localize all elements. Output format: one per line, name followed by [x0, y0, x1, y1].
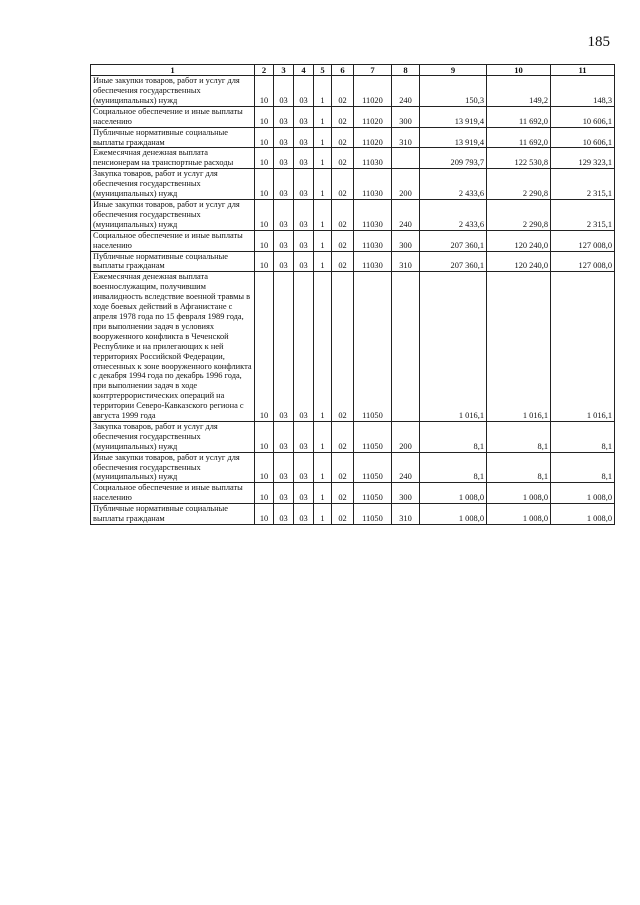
code-subprogram: 1 — [314, 106, 332, 127]
code-subprogram: 1 — [314, 148, 332, 169]
header-cell: 11 — [551, 65, 615, 76]
amount-year-2: 122 530,8 — [487, 148, 551, 169]
header-cell: 6 — [332, 65, 354, 76]
amount-year-2: 2 290,8 — [487, 169, 551, 200]
amount-year-3: 8,1 — [551, 452, 615, 483]
code-target: 11030 — [354, 148, 392, 169]
amount-year-3: 127 008,0 — [551, 230, 615, 251]
code-subprogram: 1 — [314, 483, 332, 504]
budget-table — [90, 64, 615, 525]
code-subsection: 03 — [274, 200, 294, 231]
code-subprogram: 1 — [314, 504, 332, 525]
amount-year-1: 209 793,7 — [420, 148, 487, 169]
code-subsection: 03 — [274, 127, 294, 148]
code-target: 11020 — [354, 76, 392, 107]
amount-year-3: 1 016,1 — [551, 272, 615, 422]
code-subprogram: 1 — [314, 169, 332, 200]
amount-year-1: 2 433,6 — [420, 200, 487, 231]
code-section: 10 — [255, 483, 274, 504]
amount-year-3: 127 008,0 — [551, 251, 615, 272]
code-activity: 02 — [332, 504, 354, 525]
code-expense-type: 200 — [392, 169, 420, 200]
amount-year-1: 1 008,0 — [420, 483, 487, 504]
row-description: Публичные нормативные социальные выплаты гражданам — [91, 251, 255, 272]
code-subprogram: 1 — [314, 272, 332, 422]
amount-year-2: 8,1 — [487, 452, 551, 483]
code-subsection: 03 — [274, 483, 294, 504]
table-row — [91, 106, 615, 127]
code-section: 10 — [255, 504, 274, 525]
table-row — [91, 76, 615, 107]
row-description: Социальное обеспечение и иные выплаты населению — [91, 483, 255, 504]
code-program: 03 — [294, 148, 314, 169]
code-subprogram: 1 — [314, 76, 332, 107]
amount-year-1: 150,3 — [420, 76, 487, 107]
amount-year-2: 149,2 — [487, 76, 551, 107]
table-row — [91, 251, 615, 272]
code-section: 10 — [255, 127, 274, 148]
code-program: 03 — [294, 200, 314, 231]
row-description: Иные закупки товаров, работ и услуг для обеспечения государственных (муниципальных) нужд — [91, 76, 255, 107]
code-subsection: 03 — [274, 230, 294, 251]
code-section: 10 — [255, 200, 274, 231]
amount-year-2: 120 240,0 — [487, 230, 551, 251]
code-expense-type: 240 — [392, 452, 420, 483]
header-cell: 9 — [420, 65, 487, 76]
code-program: 03 — [294, 106, 314, 127]
row-description: Иные закупки товаров, работ и услуг для обеспечения государственных (муниципальных) нужд — [91, 452, 255, 483]
code-section: 10 — [255, 251, 274, 272]
row-description: Социальное обеспечение и иные выплаты населению — [91, 106, 255, 127]
code-activity: 02 — [332, 272, 354, 422]
code-section: 10 — [255, 230, 274, 251]
code-subsection: 03 — [274, 106, 294, 127]
code-subprogram: 1 — [314, 452, 332, 483]
code-subprogram: 1 — [314, 127, 332, 148]
code-subprogram: 1 — [314, 251, 332, 272]
header-cell: 4 — [294, 65, 314, 76]
amount-year-3: 148,3 — [551, 76, 615, 107]
row-description: Ежемесячная денежная выплата военнослужащим, получившим инвалидность вследствие военной травмы в ходе боевых действий в Афганистане с апреля 1978 года по 15 февраля 1989 года, при выполнении задач в условиях вооруженного конфликта в Чеченской Республике и на прилегающих к ней территориях Российской Федерации, отнесенных к зоне вооруженного конфликта с декабря 1994 года по декабрь 1996 года, при выполнении задач в ходе контртеррористических операций на территории Северо-Кавказского региона с августа 1999 года — [91, 272, 255, 422]
amount-year-2: 2 290,8 — [487, 200, 551, 231]
code-activity: 02 — [332, 169, 354, 200]
code-section: 10 — [255, 106, 274, 127]
amount-year-2: 1 008,0 — [487, 483, 551, 504]
table-row — [91, 504, 615, 525]
amount-year-1: 8,1 — [420, 452, 487, 483]
code-section: 10 — [255, 452, 274, 483]
row-description: Публичные нормативные социальные выплаты гражданам — [91, 127, 255, 148]
amount-year-1: 8,1 — [420, 421, 487, 452]
code-section: 10 — [255, 148, 274, 169]
code-subprogram: 1 — [314, 421, 332, 452]
header-cell: 5 — [314, 65, 332, 76]
code-expense-type: 300 — [392, 483, 420, 504]
amount-year-1: 13 919,4 — [420, 106, 487, 127]
code-program: 03 — [294, 421, 314, 452]
code-subsection: 03 — [274, 148, 294, 169]
amount-year-3: 1 008,0 — [551, 504, 615, 525]
table-body — [91, 76, 615, 525]
code-target: 11050 — [354, 452, 392, 483]
code-expense-type: 310 — [392, 251, 420, 272]
code-target: 11020 — [354, 127, 392, 148]
amount-year-3: 2 315,1 — [551, 169, 615, 200]
amount-year-1: 2 433,6 — [420, 169, 487, 200]
code-activity: 02 — [332, 251, 354, 272]
code-program: 03 — [294, 483, 314, 504]
code-subsection: 03 — [274, 169, 294, 200]
code-subsection: 03 — [274, 251, 294, 272]
amount-year-1: 13 919,4 — [420, 127, 487, 148]
code-activity: 02 — [332, 148, 354, 169]
amount-year-2: 8,1 — [487, 421, 551, 452]
amount-year-2: 1 016,1 — [487, 272, 551, 422]
code-expense-type: 300 — [392, 230, 420, 251]
code-subsection: 03 — [274, 272, 294, 422]
amount-year-1: 1 008,0 — [420, 504, 487, 525]
code-activity: 02 — [332, 230, 354, 251]
code-subprogram: 1 — [314, 200, 332, 231]
code-target: 11030 — [354, 169, 392, 200]
code-target: 11050 — [354, 504, 392, 525]
amount-year-1: 1 016,1 — [420, 272, 487, 422]
code-subprogram: 1 — [314, 230, 332, 251]
code-activity: 02 — [332, 127, 354, 148]
code-activity: 02 — [332, 200, 354, 231]
table-row — [91, 272, 615, 422]
code-section: 10 — [255, 76, 274, 107]
code-activity: 02 — [332, 106, 354, 127]
header-cell: 10 — [487, 65, 551, 76]
header-cell: 1 — [91, 65, 255, 76]
code-program: 03 — [294, 251, 314, 272]
table-row — [91, 483, 615, 504]
code-activity: 02 — [332, 452, 354, 483]
row-description: Ежемесячная денежная выплата пенсионерам на транспортные расходы — [91, 148, 255, 169]
amount-year-2: 120 240,0 — [487, 251, 551, 272]
row-description: Социальное обеспечение и иные выплаты населению — [91, 230, 255, 251]
page-number: 185 — [587, 34, 610, 50]
code-program: 03 — [294, 452, 314, 483]
amount-year-2: 1 008,0 — [487, 504, 551, 525]
code-expense-type — [392, 148, 420, 169]
row-description: Публичные нормативные социальные выплаты гражданам — [91, 504, 255, 525]
amount-year-3: 2 315,1 — [551, 200, 615, 231]
table-row — [91, 148, 615, 169]
header-row — [91, 65, 615, 76]
code-target: 11030 — [354, 251, 392, 272]
table-row — [91, 127, 615, 148]
table-row — [91, 452, 615, 483]
code-target: 11050 — [354, 483, 392, 504]
code-activity: 02 — [332, 421, 354, 452]
code-program: 03 — [294, 169, 314, 200]
header-cell: 7 — [354, 65, 392, 76]
code-subsection: 03 — [274, 452, 294, 483]
code-program: 03 — [294, 504, 314, 525]
code-expense-type: 240 — [392, 200, 420, 231]
row-description: Иные закупки товаров, работ и услуг для обеспечения государственных (муниципальных) нужд — [91, 200, 255, 231]
row-description: Закупка товаров, работ и услуг для обеспечения государственных (муниципальных) нужд — [91, 421, 255, 452]
amount-year-2: 11 692,0 — [487, 106, 551, 127]
code-target: 11020 — [354, 106, 392, 127]
code-target: 11030 — [354, 200, 392, 231]
code-expense-type — [392, 272, 420, 422]
code-activity: 02 — [332, 76, 354, 107]
header-cell: 8 — [392, 65, 420, 76]
code-section: 10 — [255, 421, 274, 452]
code-activity: 02 — [332, 483, 354, 504]
code-expense-type: 310 — [392, 127, 420, 148]
code-program: 03 — [294, 272, 314, 422]
table-row — [91, 230, 615, 251]
code-section: 10 — [255, 272, 274, 422]
code-subsection: 03 — [274, 76, 294, 107]
code-expense-type: 310 — [392, 504, 420, 525]
amount-year-3: 1 008,0 — [551, 483, 615, 504]
amount-year-3: 10 606,1 — [551, 127, 615, 148]
code-program: 03 — [294, 230, 314, 251]
header-cell: 2 — [255, 65, 274, 76]
code-expense-type: 300 — [392, 106, 420, 127]
row-description: Закупка товаров, работ и услуг для обеспечения государственных (муниципальных) нужд — [91, 169, 255, 200]
amount-year-2: 11 692,0 — [487, 127, 551, 148]
amount-year-1: 207 360,1 — [420, 251, 487, 272]
header-cell: 3 — [274, 65, 294, 76]
amount-year-3: 8,1 — [551, 421, 615, 452]
code-program: 03 — [294, 127, 314, 148]
table-header — [91, 65, 615, 76]
code-program: 03 — [294, 76, 314, 107]
code-target: 11050 — [354, 421, 392, 452]
table-row — [91, 200, 615, 231]
table-row — [91, 169, 615, 200]
code-subsection: 03 — [274, 504, 294, 525]
amount-year-1: 207 360,1 — [420, 230, 487, 251]
table-row — [91, 421, 615, 452]
amount-year-3: 10 606,1 — [551, 106, 615, 127]
code-subsection: 03 — [274, 421, 294, 452]
code-target: 11050 — [354, 272, 392, 422]
amount-year-3: 129 323,1 — [551, 148, 615, 169]
code-expense-type: 200 — [392, 421, 420, 452]
code-target: 11030 — [354, 230, 392, 251]
code-section: 10 — [255, 169, 274, 200]
code-expense-type: 240 — [392, 76, 420, 107]
